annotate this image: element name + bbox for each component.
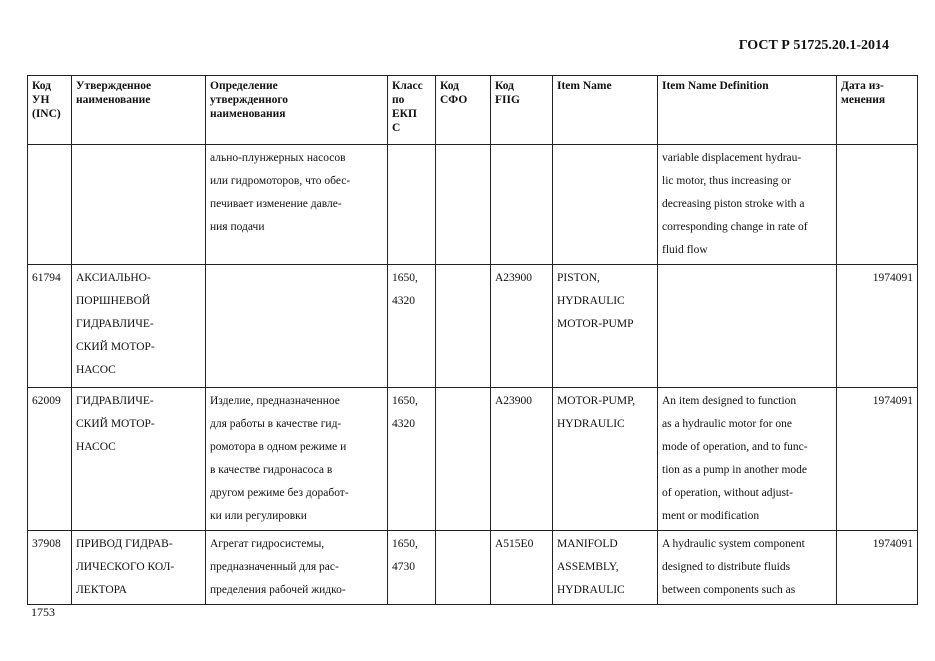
cell-item-definition — [658, 265, 837, 388]
cell-item-name — [553, 388, 658, 531]
col-header-change-date: Дата из- менения — [837, 76, 918, 145]
cell-text-line: MANIFOLD — [557, 538, 618, 550]
cell-text-line: СКИЙ МОТОР- — [76, 418, 155, 430]
cell-definition — [206, 388, 388, 531]
cell-class — [388, 388, 436, 531]
col-header-approved-name: Утвержденное наименование — [72, 76, 206, 145]
cell-class — [388, 531, 436, 605]
cell-text-line: пределения рабочей жидко- — [210, 584, 346, 596]
col-header-item-name: Item Name — [553, 76, 658, 145]
catalog-table — [27, 75, 918, 605]
cell-text-line: mode of operation, and to func- — [662, 441, 808, 453]
cell-text-line: ромотора в одном режиме и — [210, 441, 347, 453]
cell-text-line: PISTON, — [557, 272, 600, 284]
cell-fiig — [491, 531, 553, 605]
cell-text-line: HYDRAULIC — [557, 418, 625, 430]
cell-text-line: предназначенный для рас- — [210, 561, 339, 573]
cell-text-line: of operation, without adjust- — [662, 487, 793, 499]
cell-text-line: 4320 — [392, 418, 415, 430]
cell-text-line: ЛИЧЕСКОГО КОЛ- — [76, 561, 175, 573]
cell-text-line: Агрегат гидросистемы, — [210, 538, 325, 550]
cell-approved-name — [72, 531, 206, 605]
cell-text-line: variable displacement hydrau- — [662, 152, 802, 164]
cell-text-line: designed to distribute fluids — [662, 561, 791, 573]
cell-item-definition — [658, 145, 837, 265]
cell-text-line: для работы в качестве гид- — [210, 418, 342, 430]
cell-text-line: tion as a pump in another mode — [662, 464, 807, 476]
cell-text-line: A515E0 — [495, 538, 534, 550]
cell-approved-name — [72, 145, 206, 265]
cell-text-line: НАСОС — [76, 364, 116, 376]
cell-text-line: as a hydraulic motor for one — [662, 418, 792, 430]
cell-text-line: НАСОС — [76, 441, 116, 453]
cell-inc — [28, 265, 72, 388]
cell-text-line: 62009 — [32, 395, 61, 407]
cell-text-line: ЛЕКТОРА — [76, 584, 127, 596]
cell-text-line: ГИДРАВЛИЧЕ- — [76, 318, 154, 330]
table-row — [28, 145, 918, 265]
col-header-inc: Код УН (INC) — [28, 76, 72, 145]
cell-text-line: A23900 — [495, 272, 533, 284]
cell-approved-name — [72, 388, 206, 531]
table-row — [28, 265, 918, 388]
header-row — [28, 76, 918, 145]
cell-text-line: corresponding change in rate of — [662, 221, 808, 233]
cell-text-line: A23900 — [495, 395, 533, 407]
cell-text-line: 1650, — [392, 538, 418, 550]
cell-change-date: 1974091 — [837, 531, 918, 605]
col-header-fiig: Код FIIG — [491, 76, 553, 145]
col-header-item-name-definition: Item Name Definition — [658, 76, 837, 145]
cell-text-line: другом режиме без доработ- — [210, 487, 349, 499]
cell-text-line: An item designed to function — [662, 395, 797, 407]
cell-text-line: HYDRAULIC — [557, 295, 625, 307]
cell-text-line: 37908 — [32, 538, 61, 550]
cell-definition — [206, 531, 388, 605]
cell-change-date: 1974091 — [837, 388, 918, 531]
cell-text-line: СКИЙ МОТОР- — [76, 341, 155, 353]
cell-text-line: или гидромоторов, что обес- — [210, 175, 351, 187]
cell-text-line: fluid flow — [662, 244, 708, 256]
cell-text-line: decreasing piston stroke with a — [662, 198, 805, 210]
cell-text-line: 4730 — [392, 561, 415, 573]
cell-text-line: ГИДРАВЛИЧЕ- — [76, 395, 154, 407]
cell-inc — [28, 145, 72, 265]
cell-text-line: MOTOR-PUMP, — [557, 395, 636, 407]
cell-change-date — [837, 145, 918, 265]
cell-text-line: ния подачи — [210, 221, 265, 233]
cell-definition — [206, 265, 388, 388]
cell-item-name — [553, 145, 658, 265]
cell-text-line: ment or modification — [662, 510, 760, 522]
col-header-class: Класс по ЕКП С — [388, 76, 436, 145]
cell-sfo — [436, 531, 491, 605]
cell-text-line: печивает изменение давле- — [210, 198, 342, 210]
cell-sfo — [436, 388, 491, 531]
cell-text-line: HYDRAULIC — [557, 584, 625, 596]
col-header-sfo: Код СФО — [436, 76, 491, 145]
cell-item-name — [553, 265, 658, 388]
cell-text-line: ПРИВОД ГИДРАВ- — [76, 538, 173, 550]
cell-text-line: АКСИАЛЬНО- — [76, 272, 151, 284]
table-row — [28, 388, 918, 531]
cell-fiig — [491, 388, 553, 531]
cell-text-line: Изделие, предназначенное — [210, 395, 340, 407]
cell-text-line: A hydraulic system component — [662, 538, 805, 550]
cell-inc — [28, 531, 72, 605]
cell-text-line: ки или регулировки — [210, 510, 307, 522]
cell-class — [388, 145, 436, 265]
page-number: 1753 — [31, 605, 55, 619]
cell-text-line: 1650, — [392, 395, 418, 407]
cell-text-line: between components such as — [662, 584, 796, 596]
cell-change-date: 1974091 — [837, 265, 918, 388]
cell-text-line: lic motor, thus increasing or — [662, 175, 791, 187]
cell-fiig — [491, 145, 553, 265]
col-header-definition: Определение утвержденного наименования — [206, 76, 388, 145]
cell-inc — [28, 388, 72, 531]
cell-sfo — [436, 145, 491, 265]
cell-text-line: 61794 — [32, 272, 61, 284]
table-row — [28, 531, 918, 605]
document-code: ГОСТ Р 51725.20.1-2014 — [738, 38, 889, 53]
cell-text-line: ально-плунжерных насосов — [210, 152, 346, 164]
cell-item-definition — [658, 388, 837, 531]
cell-item-name — [553, 531, 658, 605]
cell-text-line: в качестве гидронасоса в — [210, 464, 333, 476]
cell-class — [388, 265, 436, 388]
cell-sfo — [436, 265, 491, 388]
cell-text-line: ПОРШНЕВОЙ — [76, 295, 151, 307]
cell-definition — [206, 145, 388, 265]
cell-text-line: MOTOR-PUMP — [557, 318, 634, 330]
cell-text-line: 4320 — [392, 295, 415, 307]
cell-item-definition — [658, 531, 837, 605]
cell-text-line: ASSEMBLY, — [557, 561, 619, 573]
cell-fiig — [491, 265, 553, 388]
cell-approved-name — [72, 265, 206, 388]
cell-text-line: 1650, — [392, 272, 418, 284]
